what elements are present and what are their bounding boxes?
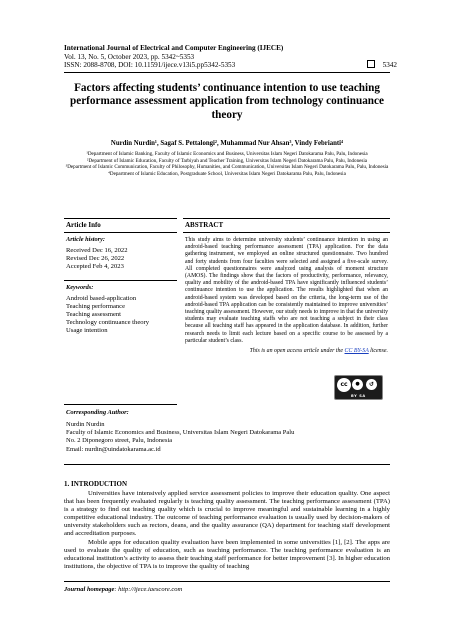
affiliation-1: ¹Department of Islamic Banking, Faculty of Islamic Economics and Business, Universitas Islam Negeri Datokarama Palu, Palu, Indonesia	[86, 151, 368, 157]
section-divider	[64, 464, 390, 465]
person-icon: ●	[352, 379, 363, 390]
cc-license-link[interactable]: CC BY-SA	[344, 348, 369, 355]
footer-rule	[64, 581, 390, 582]
affiliation-4: ⁴Department of Islamic Education, Postgraduate School, Universitas Islam Negeri Datokarama Palu, Palu, Indonesia	[108, 170, 346, 177]
affiliation-2: ²Department of Islamic Education, Faculty of Tarbiyah and Teacher Training, Universitas Islam Negeri Datokarama Palu, Palu, Indonesia	[86, 157, 368, 164]
author-email: Email: nurdin@uindatokarama.ac.id	[66, 445, 161, 453]
keyword-item: Android based-application	[66, 294, 137, 302]
history-label: Article history:	[66, 236, 106, 243]
keyword-item: Usage intention	[66, 327, 108, 335]
cc-icon: cc	[337, 378, 351, 392]
article-info-column	[64, 218, 177, 336]
journal-header	[64, 44, 394, 70]
cc-by-sa-badge-icon[interactable]	[334, 375, 383, 400]
abstract-heading: ABSTRACT	[183, 218, 390, 233]
page-number: 5342	[382, 61, 397, 69]
paragraph: Mobile apps for education quality evaluation have been implemented in some universities [1], [2]. The apps are used to evaluate the quality of education, such as teaching performance. The teaching performance evaluation is an educational institution’s activity to assess their teaching staff performance for better improvement [3]. In higher education institutions, the objective of TPA is to improve the quality of teaching	[64, 538, 390, 570]
footer-label: Journal homepage	[64, 586, 115, 593]
issn-line: ISSN: 2088-8708, DOI: 10.11591/ijece.v13i5.pp5342-5353	[64, 61, 236, 70]
article-info-heading: Article Info	[64, 218, 177, 233]
keyword-item: Teaching assessment	[66, 311, 122, 319]
author-address: No. 2 Diponegoro street, Palu, Indonesia	[66, 437, 173, 445]
share-alike-icon: ↺	[366, 379, 377, 390]
history-accepted: Accepted Feb 4, 2023	[66, 263, 124, 271]
keyword-item: Teaching performance	[66, 302, 126, 310]
footer-url[interactable]: : http://ijece.iaescore.com	[114, 586, 183, 593]
abstract-text: This study aims to determine university students’ continuance intention in using an android-based teaching performance assessment (TPA) application. For the data gathering instrument, we employed an online structured questionnaire. Two hundred and forty students from four faculties were selected and assigned a five-scale survey. All completed questionnaires were analyzed using analysis of moment structure (AMOS). The findings show that the factors of productivity, performance, relevancy, quality and mobility of the android-based TPA have significantly influenced students’ continuance intention to use the application. The results highlighted that when an android-based system was developed based on the criteria, the long-term use of the android-based TPA application can be consistently maintained to improve universities’ teaching quality assessment. However, our study needs to improve in that the university students may evaluate teaching staffs who are not teaching a subject in their class because all teaching staff has appeared in the application database. In addition, further research needs to limit each lecture based on a specific course to be assessed by a particular student’s class.	[185, 237, 388, 344]
introduction-heading: 1. INTRODUCTION	[64, 480, 128, 488]
journal-footer	[64, 586, 182, 593]
affiliation-3: ³Department of Islamic Communication, Faculty of Philosophy, Humanities, and Communication, Universitas Islam Negeri Datokarama Palu, Palu, Indonesia	[65, 164, 389, 171]
paragraph: Universities have intensively applied service assessment policies to improve their education quality. One aspect that has been frequently evaluated regularly is teaching quality assessment. The teaching performance assessment (TPA) is a strategy to find out teaching quality which is crucial to improve meaningful and sustainable learning in a highly competitive educational industry. The outcome of teaching performance evaluation is usually used by decision-makers of university stakeholders such as rectors, deans, and the quality assurance (QA) department for teaching staff development and accreditation purposes.	[64, 490, 390, 538]
cc-badge-label: BY SA	[351, 394, 366, 398]
author-list: Nurdin Nurdin¹, Sagaf S. Pettalongi², Muhammad Nur Ahsan³, Vindy Febrianti⁴	[110, 140, 344, 147]
keywords-label: Keywords:	[66, 283, 94, 291]
keywords-divider	[64, 280, 177, 281]
corresponding-divider	[64, 404, 177, 405]
page-number-block	[367, 60, 397, 69]
corresponding-author-details	[66, 421, 386, 454]
volume-line: Vol. 13, No. 5, October 2023, pp. 5342~5353	[64, 52, 195, 61]
paper-title: Factors affecting students’ continuance intention to use teaching performance assessment application from technology continuance theory	[70, 82, 384, 121]
history-revised: Revised Dec 26, 2022	[66, 255, 125, 263]
square-icon	[367, 60, 375, 68]
author-faculty: Faculty of Islamic Economics and Business, Universitas Islam Negeri Datokarama Palu	[66, 429, 295, 437]
journal-name: International Journal of Electrical and Computer Engineering (IJECE)	[64, 44, 284, 52]
open-access-note	[183, 348, 390, 354]
affiliations	[64, 151, 390, 177]
history-received: Received Dec 16, 2022	[66, 247, 128, 254]
author-name: Nurdin Nurdin	[66, 421, 105, 428]
oa-prefix: This is an open access article under the	[249, 348, 345, 355]
keyword-item: Technology continuance theory	[66, 319, 150, 327]
abstract-column	[183, 218, 390, 354]
introduction-body	[64, 490, 390, 571]
header-rule	[64, 72, 390, 73]
corresponding-author-label: Corresponding Author:	[66, 409, 129, 416]
oa-suffix: license.	[368, 348, 388, 355]
